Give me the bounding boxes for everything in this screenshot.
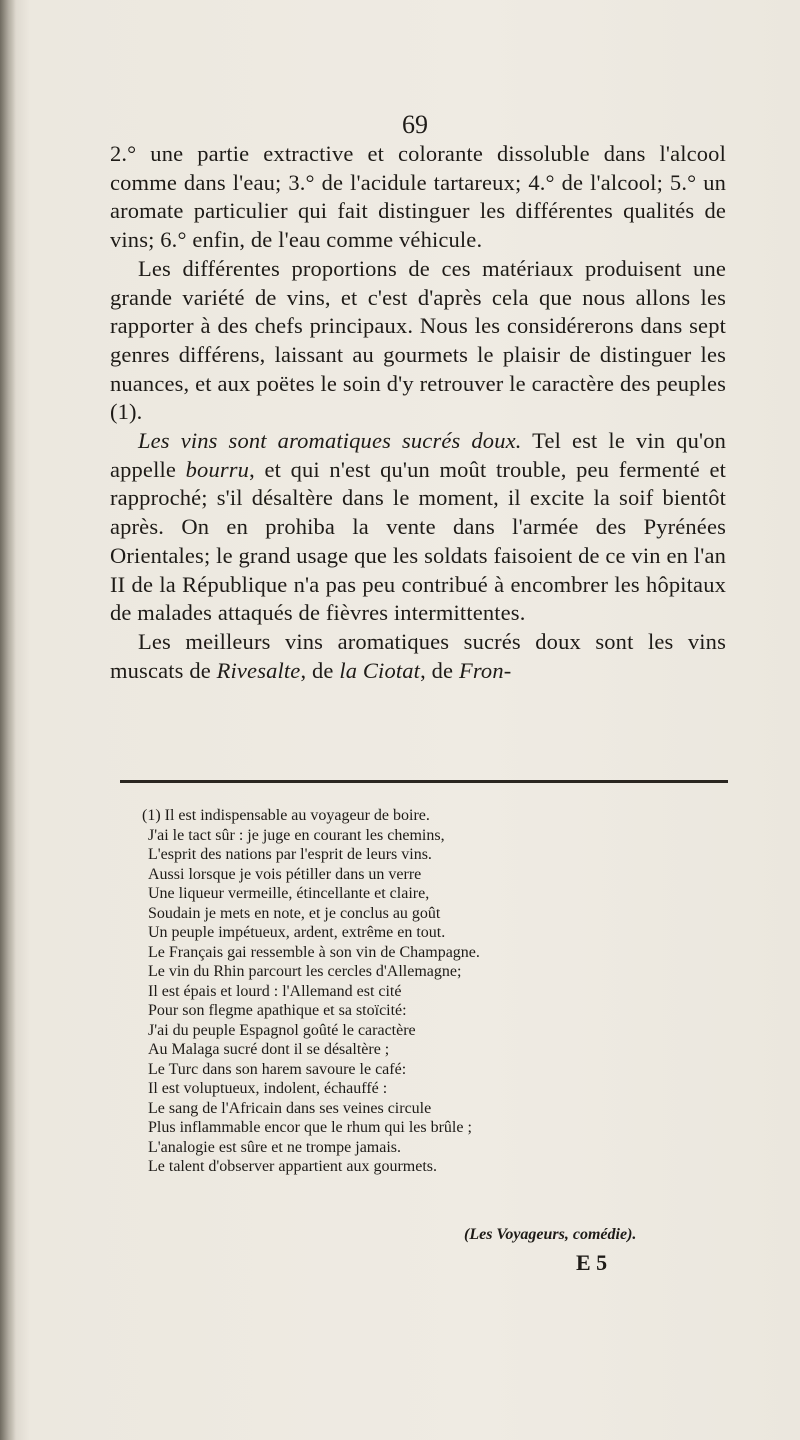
footnote-line: Pour son flegme apathique et sa stoïcité: <box>148 1002 407 1019</box>
footnote-line: Une liqueur vermeille, étincellante et claire, <box>148 885 430 902</box>
place-rivesalte: Rivesalte <box>216 657 301 683</box>
para4-text-2: , de <box>300 657 340 683</box>
footnote-line: J'ai le tact sûr : je juge en courant les chemins, <box>148 826 445 844</box>
paragraph-2: Les différentes proportions de ces matériaux produisent une grande variété de vins, et c'est d'après cela que nous allons les rapporter à des chefs principaux. Nous les considérerons dans sept genres différens, laissant au gourmets le plaisir de distinguer les nuances, et aux poëtes le soin d'y retrouver le caractère des peuples (1). <box>110 255 726 425</box>
footnote-line: Plus inflammable encor que le rhum qui les brûle ; <box>148 1119 472 1136</box>
footnote-line: Le Français gai ressemble à son vin de Champagne. <box>148 943 480 961</box>
footnote-poem <box>142 806 708 1177</box>
footnote-line: Aussi lorsque je vois pétiller dans un verre <box>148 865 422 883</box>
footnote-attribution: (Les Voyageurs, comédie). <box>464 1226 637 1243</box>
main-text <box>110 140 726 685</box>
signature-mark: E 5 <box>576 1250 608 1275</box>
place-frontignan: Fron- <box>458 657 512 683</box>
para4-text-1: Les meilleurs vins aromatiques sucrés doux sont les vins muscats de <box>110 628 726 683</box>
para4-text-3: , de <box>420 657 459 683</box>
footnote-line: Soudain je mets en note, et je conclus au goût <box>148 904 441 922</box>
footnote-line: Il est épais et lourd : l'Allemand est cité <box>148 982 402 1000</box>
paragraph-1: 2.° une partie extractive et colorante dissoluble dans l'alcool comme dans l'eau; 3.° de l'acidule tartareux; 4.° de l'alcool; 5.° un aromate particulier qui fait distinguer les différentes qualités de vins; 6.° enfin, de l'eau comme véhicule. <box>110 141 726 253</box>
footnote-line: Le Turc dans son harem savoure le café: <box>148 1060 407 1078</box>
footnote-line: Au Malaga sucré dont il se désaltère ; <box>148 1041 390 1058</box>
footnote-line: Le talent d'observer appartient aux gourmets. <box>148 1158 437 1175</box>
place-la-ciotat: la Ciotat <box>339 657 421 683</box>
footnote-line-1: (1) Il est indispensable au voyageur de boire. <box>142 807 430 824</box>
footnote-marker: (1) <box>142 807 161 824</box>
footnote-line: L'esprit des nations par l'esprit de leurs vins. <box>148 846 432 863</box>
paragraph-4 <box>110 628 726 685</box>
footnote-line: Le sang de l'Africain dans ses veines circule <box>148 1099 432 1117</box>
page-gutter <box>0 0 16 1440</box>
wine-name-bourru: bourru <box>185 456 250 482</box>
footnote-line: Un peuple impétueux, ardent, extrême en tout. <box>148 924 446 941</box>
page-number: 69 <box>402 110 428 139</box>
footnote-line: Le vin du Rhin parcourt les cercles d'Allemagne; <box>148 963 462 980</box>
section-heading: Les vins sont aromatiques sucrés doux. <box>138 428 522 454</box>
para3-text-2: , et qui n'est qu'un moût trouble, peu fermenté et rapproché; s'il désaltère dans le moment, il excite la soif bientôt après. On en prohiba la vente dans l'armée des Pyrénées Orientales; le grand usage que les soldats faisoient de ce vin en l'an II de la République n'a pas peu contribué à encombrer les hôpitaux de malades attaqués de fièvres intermittentes. <box>110 456 726 626</box>
footnote-line: J'ai du peuple Espagnol goûté le caractère <box>148 1021 416 1039</box>
para3-text-1: Tel est le vin qu'on appelle <box>110 428 726 482</box>
footnote-line: Il est voluptueux, indolent, échauffé : <box>148 1080 388 1097</box>
footnote-line: L'analogie est sûre et ne trompe jamais. <box>148 1138 402 1156</box>
paragraph-3 <box>110 427 726 628</box>
footnote-separator <box>120 780 728 783</box>
